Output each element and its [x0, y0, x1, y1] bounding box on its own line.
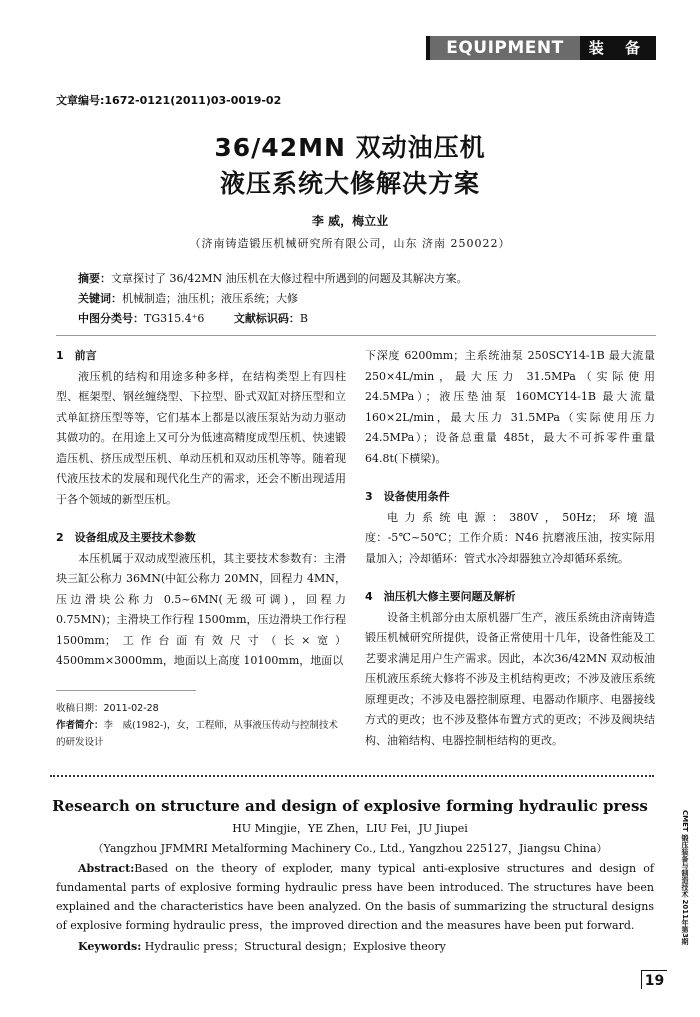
keywords — [78, 290, 298, 306]
title-line-1: 36/42MN 双动油压机 — [214, 133, 486, 162]
section-1-title: 1 前言 — [56, 349, 97, 362]
section-3-para: 电力系统电源：380V，50Hz；环境温度：-5℃~50℃；工作介质：N46 抗磨液压油，按实际用量加入；冷却循环：管式水冷却器独立冷却循环系统。 — [365, 510, 655, 565]
footnote-divider — [56, 690, 196, 691]
article-number: 文章编号:1672-0121(2011)03-0019-02 — [56, 94, 282, 107]
abstract-label: 摘要： — [78, 272, 111, 285]
right-column — [365, 346, 655, 751]
english-affiliation: （Yangzhou JFMMRI Metalforming Machinery Co., Ltd., Yangzhou 225127，Jiangsu China） — [92, 842, 608, 855]
english-authors: HU Mingjie，YE Zhen，LIU Fei，JU Jiupei — [232, 822, 468, 835]
section-2-para: 本压机属于双动成型液压机，其主要技术参数有：主滑块三缸公称力 36MN(中缸公称力 20MN，回程力 4MN，压边滑块公称力 0.5~6MN(无级可调)，回程力 0.75MN)；主滑块工作行程 1500mm，压边滑块工作行程 1500mm；工作台面有效尺寸（长×宽）4500mm×3000mm，地面以上高度 10100mm，地面以 — [56, 551, 346, 667]
keywords-text: 机械制造；油压机；液压系统；大修 — [122, 292, 298, 305]
dotted-separator — [50, 775, 654, 777]
english-abstract-label: Abstract: — [78, 862, 135, 875]
section-1-para: 液压机的结构和用途多种多样，在结构类型上有四柱型、框架型、钢丝缠绕型、下拉型、卧式双缸对挤压型和立式单缸挤压型等等，它们基本上都是以液压泵站为动力驱动其做功的。在用途上又可分为低速高精度成型压机、快速锻造压机、挤压成型压机、单动压机和双动压机等等。随着现代液压技术的发展和现代化生产的需求，还会不断出现适用于各个领域的新型压机。 — [56, 369, 346, 506]
english-keywords-label: Keywords: — [78, 940, 142, 953]
section-4-para: 设备主机部分由太原机器厂生产，液压系统由济南铸造锻压机械研究所提供，设备正常使用十几年，设备性能及工艺要求满足用户生产需求。因此，本次36/42MN 双动板油压机液压系统大修将不涉及主机结构更改；不涉及液压系统原理更改；不涉及电器控制原理、电器动作顺序、电器接线方式的更改；也不涉及整体布置方式的更改；不涉及阀块结构、油箱结构、电器控制柜结构的更改。 — [365, 610, 655, 747]
section-3-title: 3 设备使用条件 — [365, 490, 450, 503]
doc-code-text: B — [299, 312, 309, 325]
clc-text: TG315.4⁺6 — [144, 312, 205, 325]
clc-label: 中图分类号： — [78, 312, 144, 325]
footnotes — [56, 700, 346, 751]
english-abstract — [56, 859, 654, 935]
english-keywords-text: Hydraulic press；Structural design；Explosive theory — [144, 940, 446, 953]
footnote-author: 李 威(1982-)，女，工程师，从事液压传动与控制技术的研发设计 — [56, 720, 338, 748]
keywords-label: 关键词： — [78, 292, 122, 305]
title-line-2: 液压系统大修解决方案 — [219, 169, 480, 198]
doc-code-label: 文献标识码： — [233, 312, 300, 325]
left-column — [56, 346, 346, 672]
section-4-title: 4 油压机大修主要问题及解析 — [365, 590, 516, 603]
header-divider — [56, 335, 656, 336]
journal-sidebar: CMET 锻压装备与制造技术 2011年第3期 — [681, 810, 689, 945]
footnote-author-label: 作者简介： — [56, 720, 104, 731]
section-2-continued: 下深度 6200mm；主系统油泵 250SCY14-1B 最大流量 250×4L/min，最大压力 31.5MPa（实际使用 24.5MPa）；液压垫油泵 160MCY14-1B 最大流量 160×2L/min，最大压力 31.5MPa（实际使用压力 24.5MPa）；设备总重量 485t，最大不可拆零件重量 64.8t(下横梁)。 — [365, 349, 655, 465]
abstract — [78, 270, 468, 286]
section-2-title: 2 设备组成及主要技术参数 — [56, 531, 196, 544]
english-title: Research on structure and design of explosive forming hydraulic press — [52, 797, 648, 815]
classification — [78, 310, 308, 326]
footnote-received: 收稿日期：2011-02-28 — [56, 703, 159, 714]
english-abstract-text: Based on the theory of exploder, many typical anti-explosive structures and design of fundamental parts of explosive forming hydraulic press have been introduced. The structures have been explained and the characteristics have been analyzed. On the basis of summarizing the structural designs of explosive forming hydraulic press，the improved direction and the measures have been put forward. — [56, 862, 654, 932]
badge-equipment: EQUIPMENT — [430, 36, 580, 60]
abstract-text: 文章探讨了 36/42MN 油压机在大修过程中所遇到的问题及其解决方案。 — [111, 272, 468, 285]
authors: 李 威，梅立业 — [311, 214, 389, 228]
affiliation: （济南铸造锻压机械研究所有限公司，山东 济南 250022） — [189, 237, 511, 250]
badge-section-cn: 装 备 — [588, 39, 648, 57]
english-keywords — [56, 937, 654, 956]
page-number: 19 — [641, 970, 667, 989]
section-badge — [426, 36, 656, 60]
